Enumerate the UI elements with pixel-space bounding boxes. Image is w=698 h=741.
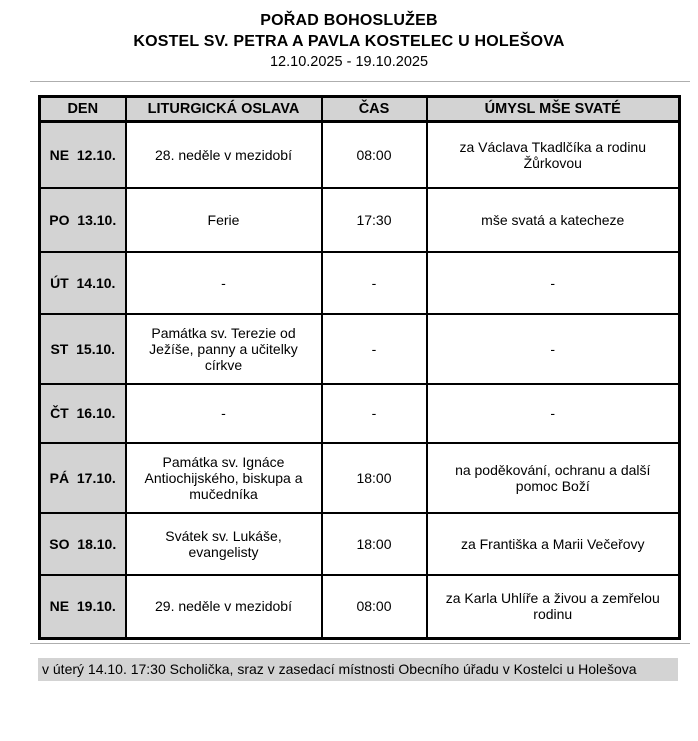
title-block (0, 0, 698, 72)
intention-cell: za Františka a Marii Večeřovy (427, 513, 680, 575)
header-row (40, 97, 680, 122)
intention-cell: - (427, 252, 680, 314)
celebration-cell: 29. neděle v mezidobí (126, 575, 322, 639)
time-cell: 17:30 (322, 188, 427, 252)
table-row (40, 513, 680, 575)
date-range: 12.10.2025 - 19.10.2025 (269, 54, 429, 70)
day-cell: NE 12.10. (40, 122, 126, 188)
time-cell: 08:00 (322, 575, 427, 639)
celebration-cell: - (126, 252, 322, 314)
time-cell: 18:00 (322, 513, 427, 575)
header-cell-umysl-mse-svate: ÚMYSL MŠE SVATÉ (427, 97, 680, 122)
day-cell: SO 18.10. (40, 513, 126, 575)
table-body (40, 122, 680, 639)
celebration-cell: Svátek sv. Lukáše, evangelisty (126, 513, 322, 575)
schedule-table (38, 95, 681, 640)
celebration-cell: Památka sv. Ignáce Antiochijského, biskupa a mučedníka (126, 443, 322, 513)
intention-cell: - (427, 384, 680, 443)
celebration-cell: Památka sv. Terezie od Ježíše, panny a učitelky církve (126, 314, 322, 384)
time-cell: 08:00 (322, 122, 427, 188)
time-cell: - (322, 314, 427, 384)
celebration-cell: Ferie (126, 188, 322, 252)
celebration-cell: 28. neděle v mezidobí (126, 122, 322, 188)
intention-cell: - (427, 314, 680, 384)
divider-bottom (30, 643, 690, 644)
table-row (40, 314, 680, 384)
day-cell: PÁ 17.10. (40, 443, 126, 513)
celebration-cell: - (126, 384, 322, 443)
table-row (40, 188, 680, 252)
divider-top (30, 81, 690, 82)
table-row (40, 575, 680, 639)
day-cell: ÚT 14.10. (40, 252, 126, 314)
day-cell: NE 19.10. (40, 575, 126, 639)
intention-cell: za Václava Tkadlčíka a rodinu Žůrkovou (427, 122, 680, 188)
page-subtitle: KOSTEL SV. PETRA A PAVLA KOSTELEC U HOLEŠOVA (133, 33, 565, 50)
time-cell: 18:00 (322, 443, 427, 513)
page-title: POŘAD BOHOSLUŽEB (260, 12, 438, 29)
day-cell: ST 15.10. (40, 314, 126, 384)
intention-cell: na poděkování, ochranu a další pomoc Boží (427, 443, 680, 513)
table-row (40, 384, 680, 443)
table-row (40, 252, 680, 314)
time-cell: - (322, 252, 427, 314)
header-cell-cas: ČAS (322, 97, 427, 122)
table-row (40, 443, 680, 513)
day-cell: PO 13.10. (40, 188, 126, 252)
header-cell-liturgicka-oslava: LITURGICKÁ OSLAVA (126, 97, 322, 122)
time-cell: - (322, 384, 427, 443)
intention-cell: mše svatá a katecheze (427, 188, 680, 252)
day-cell: ČT 16.10. (40, 384, 126, 443)
intention-cell: za Karla Uhlíře a živou a zemřelou rodinu (427, 575, 680, 639)
table-row (40, 122, 680, 188)
footer-note: v úterý 14.10. 17:30 Scholička, sraz v zasedací místnosti Obecního úřadu v Kostelci u Holešova (38, 658, 678, 681)
table-header (40, 97, 680, 122)
header-cell-den: DEN (40, 97, 126, 122)
